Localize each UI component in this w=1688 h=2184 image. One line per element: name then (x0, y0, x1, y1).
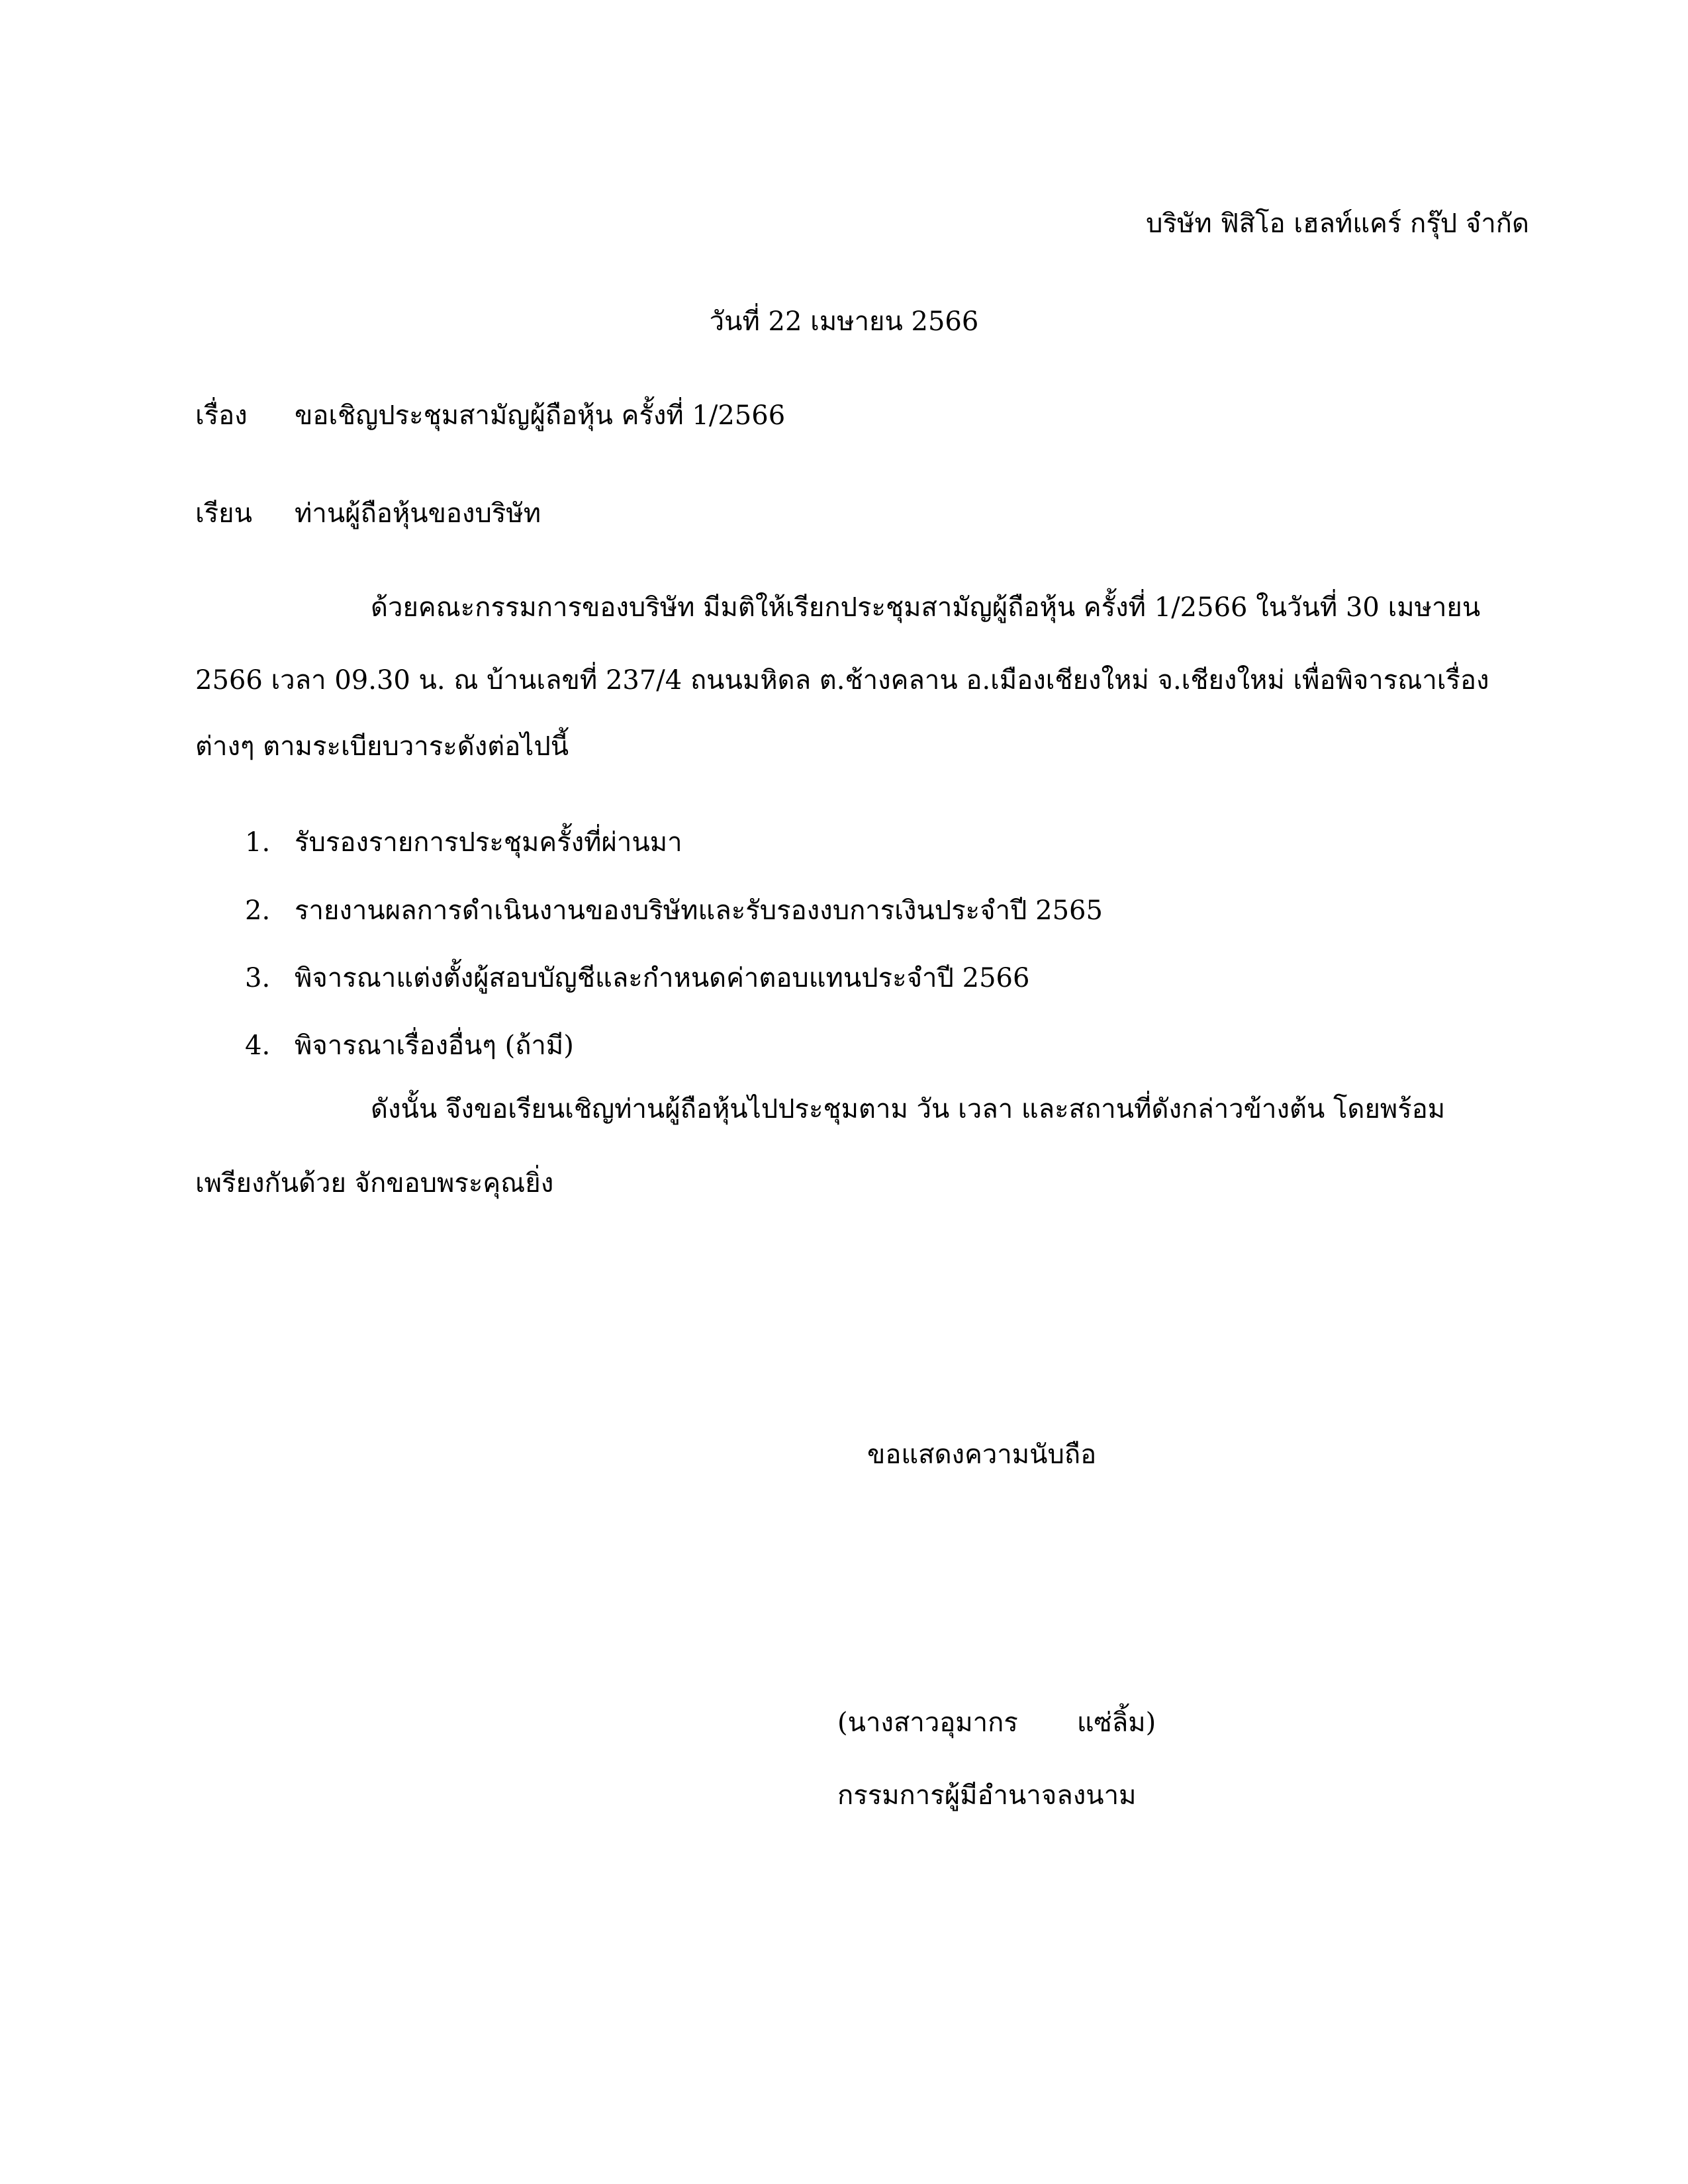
paragraph2-line: เพรียงกันด้วย จักขอบพระคุณยิ่ง (195, 1168, 554, 1199)
agenda-item-number: 2. (245, 895, 271, 926)
recipient-text: ท่านผู้ถือหุ้นของบริษัท (295, 498, 541, 529)
company-name: บริษัท ฟิสิโอ เฮลท์แคร์ กรุ๊ป จำกัด (1146, 208, 1529, 239)
closing-phrase: ขอแสดงความนับถือ (867, 1439, 1097, 1470)
agenda-item-number: 1. (245, 827, 271, 858)
paragraph1-line: ด้วยคณะกรรมการของบริษัท มีมติให้เรียกประชุมสามัญผู้ถือหุ้น ครั้งที่ 1/2566 ในวันที่ 30 เมษายน (371, 592, 1481, 623)
agenda-item-text: รับรองรายการประชุมครั้งที่ผ่านมา (295, 827, 682, 858)
subject-text: ขอเชิญประชุมสามัญผู้ถือหุ้น ครั้งที่ 1/2566 (295, 400, 786, 431)
agenda-item-number: 4. (245, 1030, 271, 1061)
agenda-item-text: พิจารณาแต่งตั้งผู้สอบบัญชีและกำหนดค่าตอบแทนประจำปี 2566 (295, 963, 1030, 993)
recipient-label: เรียน (195, 498, 252, 529)
paragraph1-line: 2566 เวลา 09.30 น. ณ บ้านเลขที่ 237/4 ถนนมหิดล ต.ช้างคลาน อ.เมืองเชียงใหม่ จ.เชียงใหม่ เพื่อพิจารณาเรื่อง (195, 665, 1489, 696)
subject-label: เรื่อง (195, 400, 248, 431)
paragraph2-line: ดังนั้น จึงขอเรียนเชิญท่านผู้ถือหุ้นไปประชุมตาม วัน เวลา และสถานที่ดังกล่าวข้างต้น โดยพร้อม (371, 1094, 1446, 1124)
agenda-item-text: รายงานผลการดำเนินงานของบริษัทและรับรองงบการเงินประจำปี 2565 (295, 895, 1103, 926)
agenda-item-text: พิจารณาเรื่องอื่นๆ (ถ้ามี) (295, 1030, 574, 1061)
signatory-title: กรรมการผู้มีอำนาจลงนาม (837, 1780, 1137, 1811)
signatory-name: (นางสาวอุมากร แซ่ลิ้ม) (837, 1707, 1156, 1738)
paragraph1-line: ต่างๆ ตามระเบียบวาระดังต่อไปนี้ (195, 731, 569, 762)
letter-date: วันที่ 22 เมษายน 2566 (709, 306, 979, 337)
agenda-item-number: 3. (245, 963, 271, 993)
